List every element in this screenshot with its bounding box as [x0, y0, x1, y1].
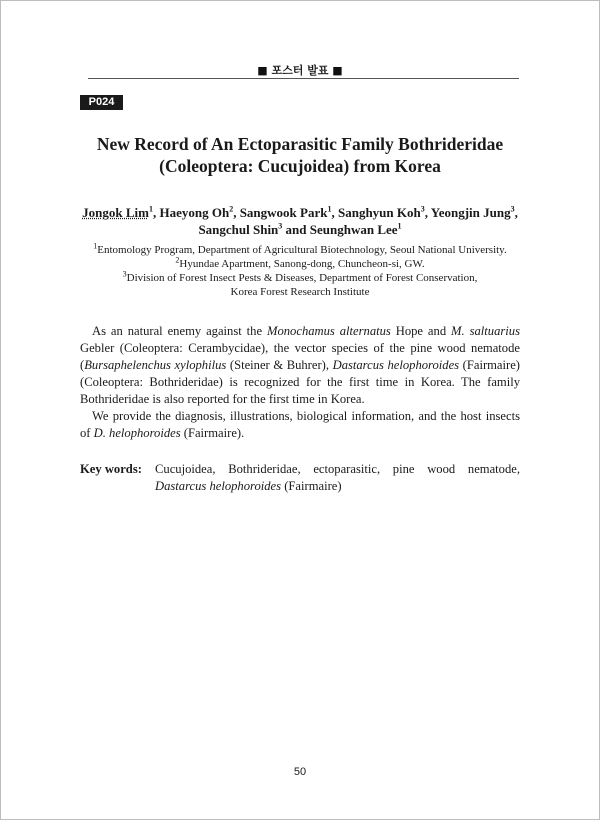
affiliation-line [60, 271, 540, 285]
author-name: Jongok Lim [82, 205, 149, 220]
section-header: ■ 포스터 발표 ■ [257, 64, 343, 77]
keywords-label: Key words: [80, 462, 142, 476]
author-separator: , [152, 205, 160, 220]
affiliation-list [60, 243, 540, 299]
species-name: Bursaphelenchus xylophilus [84, 358, 227, 372]
author-separator: , [424, 205, 431, 220]
abstract [80, 323, 520, 442]
author-name: Haeyong Oh [159, 205, 230, 220]
species-name: M. saltuarius [451, 324, 520, 338]
author-affil-sup: 2 [229, 204, 234, 214]
affil-sup: 2 [175, 255, 180, 265]
author-separator: , [331, 205, 338, 220]
species-name: Monochamus alternatus [266, 324, 391, 338]
affil-sup: 1 [93, 241, 98, 251]
abstract-text: (Fairmaire). [180, 426, 245, 440]
species-name: D. helophoroides [93, 426, 181, 440]
author-separator: , [233, 205, 240, 220]
abstract-paragraph-2 [80, 408, 520, 442]
author-separator: , [514, 205, 518, 220]
author-separator: and [282, 222, 310, 237]
affiliation-line [60, 243, 540, 257]
paper-title [60, 133, 540, 177]
author-affil-sup: 1 [397, 221, 402, 231]
author-name: Sangchul Shin [198, 222, 279, 237]
affil-sup: 3 [122, 269, 127, 279]
author-list [60, 204, 540, 238]
abstract-text: We provide the diagnosis, illustrations, biological information, and the host insects of [80, 409, 520, 440]
abstract-text: (Fairmaire) (Coleoptera: Bothrideridae) is recognized for the first time in Korea. The family Bothrideridae is also reported for the first time in Korea. [80, 358, 520, 406]
title-line-2: (Coleoptera: Cucujoidea) from Korea [159, 156, 441, 176]
author-name: Sanghyun Koh [337, 205, 421, 220]
poster-id-badge: P024 [80, 95, 123, 110]
species-name: Dastarcus helophoroides [155, 479, 282, 493]
affil-text: Korea Forest Research Institute [230, 286, 370, 298]
header-divider [88, 78, 519, 79]
abstract-text: (Steiner & Buhrer), [226, 358, 333, 372]
affil-text: Entomology Program, Department of Agricultural Biotechnology, Seoul National University. [97, 244, 507, 256]
keywords-plain: Cucujoidea, Bothrideridae, ectoparasitic, pine wood nematode, [155, 462, 520, 476]
affiliation-line [60, 285, 540, 299]
abstract-text: As an natural enemy against the [92, 324, 267, 338]
author-affil-sup: 1 [327, 204, 332, 214]
page-number: 50 [293, 766, 307, 778]
keywords [80, 461, 520, 495]
title-line-1: New Record of An Ectoparasitic Family Bothrideridae [96, 134, 504, 154]
abstract-paragraph-1 [80, 323, 520, 408]
author-affil-sup: 3 [278, 221, 283, 231]
author-line-2 [60, 221, 540, 238]
author-affil-sup: 3 [420, 204, 425, 214]
keywords-tail: (Fairmaire) [281, 479, 342, 493]
author-line-1 [60, 204, 540, 221]
affil-text: Division of Forest Insect Pests & Diseases, Department of Forest Conservation, [126, 272, 478, 284]
keywords-text [155, 461, 520, 495]
affiliation-line [60, 257, 540, 271]
affil-text: Hyundae Apartment, Sanong-dong, Chuncheon-si, GW. [179, 258, 425, 270]
author-affil-sup: 1 [148, 204, 153, 214]
author-name: Seunghwan Lee [309, 222, 398, 237]
species-name: Dastarcus helophoroides [332, 358, 460, 372]
abstract-text: Hope and [390, 324, 452, 338]
author-affil-sup: 3 [510, 204, 515, 214]
author-name: Sangwook Park [239, 205, 328, 220]
abstract-text: Gebler (Coleoptera: Cerambycidae), the vector species of the pine wood nematode ( [80, 341, 520, 372]
author-name: Yeongjin Jung [430, 205, 511, 220]
